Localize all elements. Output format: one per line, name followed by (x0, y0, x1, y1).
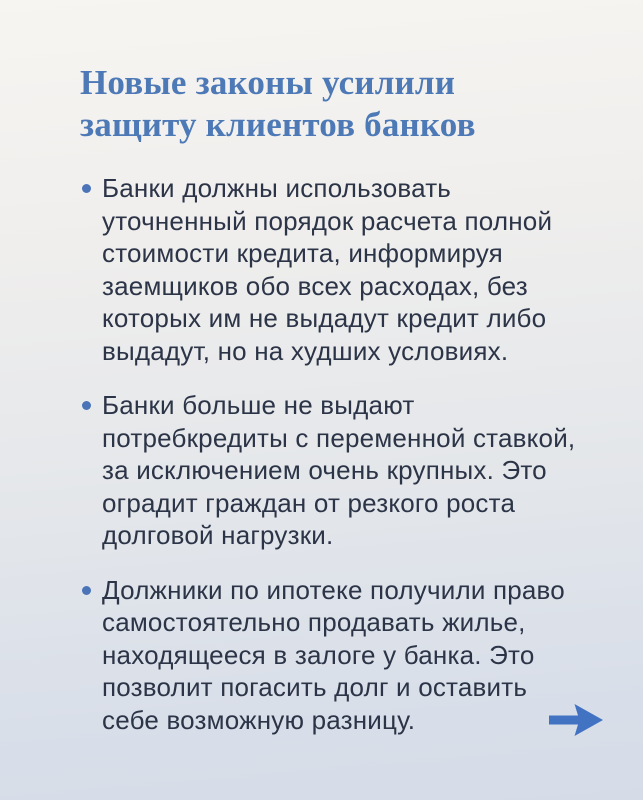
list-item (80, 574, 582, 737)
list-item (80, 172, 582, 367)
page-title-line-2: защиту клиентов банков (80, 105, 476, 144)
bullet-dot-icon (82, 401, 91, 410)
bullet-text-1: Банки должны использовать уточненный порядок расчета полной стоимости кредита, информируя заемщиков обо всех расходах, без которых им не выдадут кредит либо выдадут, но на худших условиях. (102, 173, 553, 366)
page-title (80, 62, 585, 146)
list-item (80, 389, 582, 552)
bullet-text-2: Банки больше не выдают потребкредиты с переменной ставкой, за исключением очень крупных. Это оградит граждан от резкого роста долговой нагрузки. (102, 390, 576, 550)
bullet-text-3: Должники по ипотеке получили право самостоятельно продавать жилье, находящееся в залоге у банка. Это позволит погасить долг и оставить себе возможную разницу. (102, 574, 565, 735)
bullet-dot-icon (82, 586, 91, 595)
page-title-line-1: Новые законы усилили (80, 63, 456, 102)
arrow-right-icon (549, 696, 603, 744)
bullet-list (80, 172, 582, 736)
next-page-button[interactable] (549, 696, 603, 744)
bullet-dot-icon (82, 184, 91, 193)
